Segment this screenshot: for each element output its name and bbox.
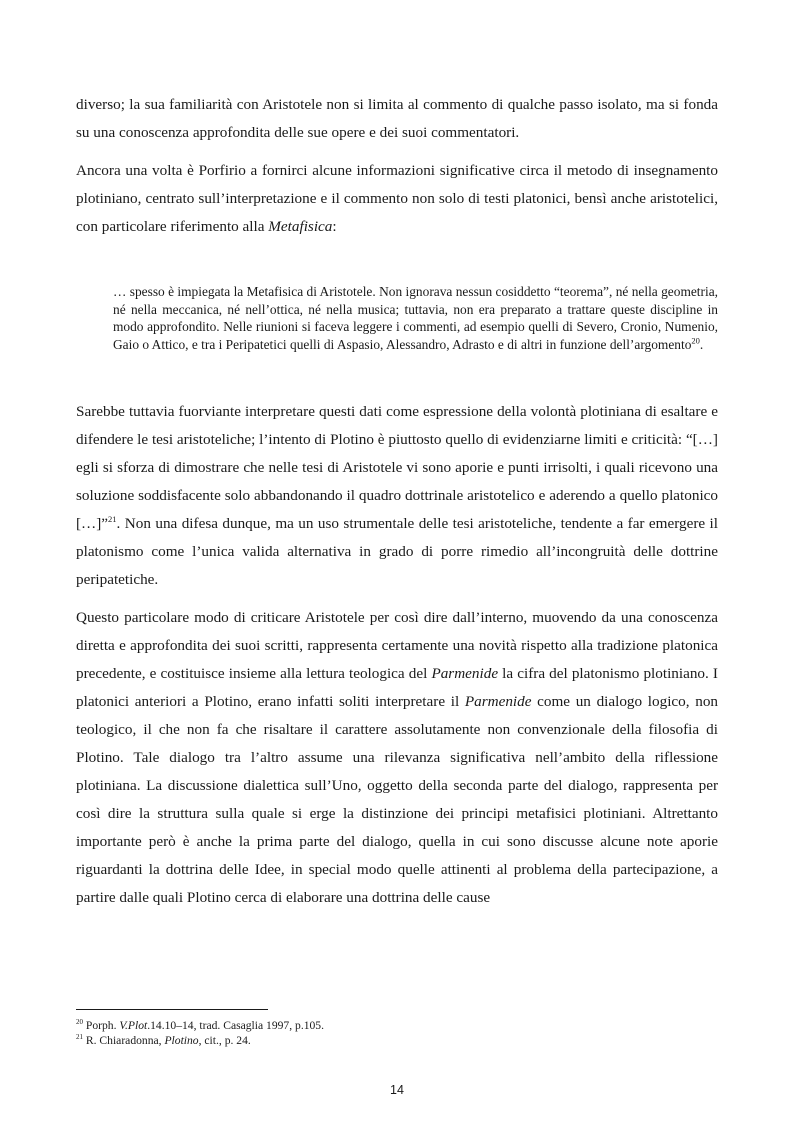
footnote-number-21: 21 [76, 1033, 83, 1042]
italic-title-parmenide-2: Parmenide [464, 693, 532, 710]
page-number: 14 [390, 1083, 404, 1097]
footnote-20-end: .14.10–14, trad. Casaglia 1997, p.105. [147, 1019, 325, 1032]
footnote-20-text: Porph. [83, 1019, 120, 1032]
footnote-separator [76, 1009, 268, 1010]
footnote-21-text: R. Chiaradonna, [83, 1034, 165, 1047]
paragraph-3-end: . Non una difesa dunque, ma un uso strumentale delle tesi aristoteliche, tendente a far emergere il platonismo come l’unica valida alternativa in grado di porre rimedio all’incongruità delle dottrine peripatetiche. [76, 515, 718, 588]
paragraph-2 [76, 157, 718, 241]
block-quote-text: … spesso è impiegata la Metafisica di Aristotele. Non ignorava nessun cosiddetto “teorema”, né nella geometria, né nella meccanica, né nell’ottica, né nella musica; tuttavia, non era preparato a trattare queste discipline in modo approfondito. Nelle riunioni si faceva leggere i commenti, ad esempio quelli di Severo, Cronio, Numenio, Gaio o Attico, e tra i Peripatetici quelli di Aspasio, Alessandro, Adrasto e di altri in funzione dell’argomento [113, 284, 718, 352]
footnote-ref-20[interactable]: 20 [691, 335, 700, 346]
paragraph-4-text-c: come un dialogo logico, non teologico, il che non fa che risaltare il carattere assolutamente non convenzionale della filosofia di Plotino. Tale dialogo tra l’altro assume una rilevanza significativa nell’ambito della riflessione plotiniana. La discussione dialettica sull’Uno, oggetto della seconda parte del dialogo, rappresenta per così dire la struttura sulla quale si erge la distinzione dei principi metafisici plotiniani. Altrettanto importante però è anche la prima parte del dialogo, quella in cui sono discusse alcune note aporie riguardanti la dottrina delle Idee, in special modo quelle attinenti al problema della partecipazione, a partire dalle quali Plotino cerca di elaborare una dottrina delle cause [76, 693, 719, 906]
paragraph-2-text: Ancora una volta è Porfirio a fornirci alcune informazioni significative circa il metodo di insegnamento plotiniano, centrato sull’interpretazione e il commento non solo di testi platonici, bensì anche aristotelici, con particolare riferimento alla [76, 162, 718, 235]
paragraph-4-text-a: Questo particolare modo di criticare Aristotele per così dire dall’interno, muovendo da una conoscenza diretta e approfondita dei suoi scritti, rappresenta certamente una novità rispetto alla tradizione platonica precedente, e costituisce insieme alla lettura teologica del [76, 609, 718, 682]
italic-title-parmenide-1: Parmenide [431, 665, 499, 682]
paragraph-4-text-b: la cifra del platonismo plotiniano. I platonici anteriori a Plotino, erano infatti soliti interpretare il [76, 665, 718, 710]
footnote-number-20: 20 [76, 1018, 83, 1027]
paragraph-4 [76, 604, 718, 912]
footnote-ref-21[interactable]: 21 [108, 513, 117, 524]
paragraph-3-text: Sarebbe tuttavia fuorviante interpretare questi dati come espressione della volontà plotiniana di esaltare e difendere le tesi aristoteliche; l’intento di Plotino è piuttosto quello di evidenziarne limiti e criticità: “[…] egli si sforza di dimostrare che nelle tesi di Aristotele vi sono aporie e punti irrisolti, i quali ricevono una soluzione soddisfacente solo abbandonando il quadro dottrinale aristotelico e aderendo a quello platonico […]” [76, 403, 718, 532]
footnote-20-italic: V.Plot [119, 1019, 148, 1032]
footnote-20 [76, 1018, 718, 1033]
block-quote-end: . [699, 336, 704, 352]
footnote-21-end: , cit., p. 24. [198, 1034, 251, 1047]
paragraph-1: diverso; la sua familiarità con Aristotele non si limita al commento di qualche passo isolato, ma si fonda su una conoscenza approfondita delle sue opere e dei suoi commentatori. [76, 96, 718, 141]
footnote-21-italic: Plotino [164, 1034, 199, 1047]
block-quote [113, 283, 718, 353]
italic-title-metafisica: Metafisica [268, 218, 333, 235]
paragraph-3 [76, 398, 718, 594]
footnote-21 [76, 1033, 718, 1048]
paragraph-2-end: : [332, 218, 337, 235]
